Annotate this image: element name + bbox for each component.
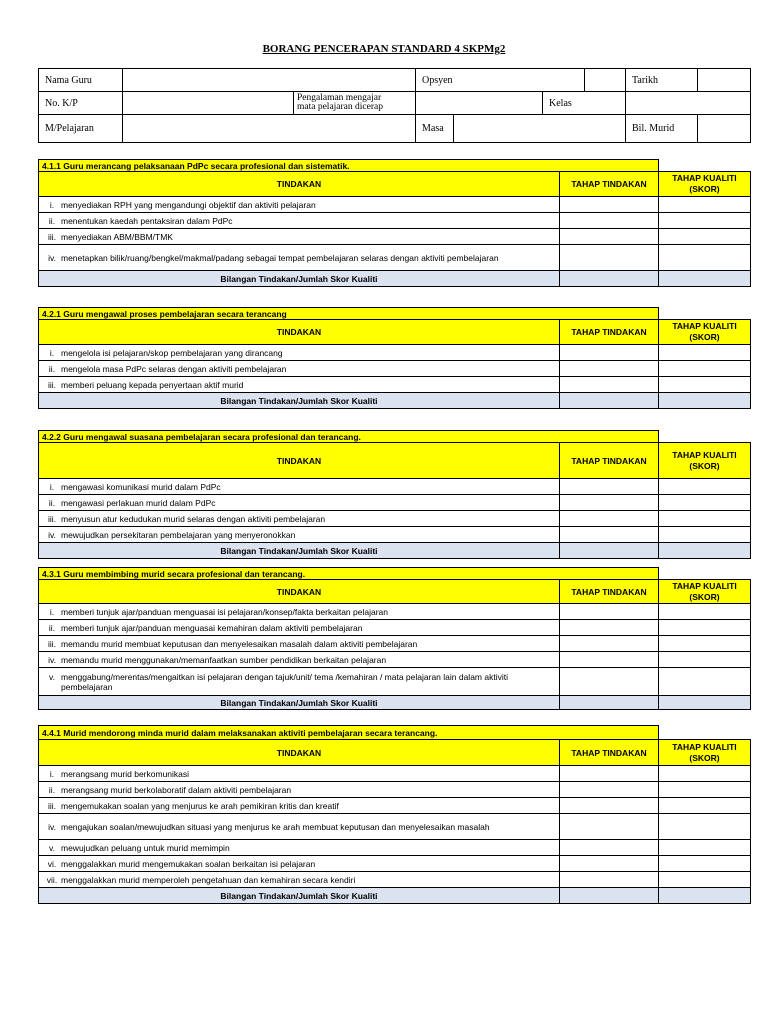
tahap-tindakan-cell[interactable] — [560, 782, 659, 798]
item-text: mewujudkan peluang untuk murid memimpin — [61, 842, 230, 853]
tindakan-item — [39, 782, 560, 798]
section-table — [38, 307, 751, 409]
opsyen-field[interactable] — [585, 69, 626, 92]
tahap-tindakan-header: TAHAP TINDAKAN — [560, 740, 659, 766]
tahap-kualiti-header — [659, 172, 751, 197]
item-text: merangsang murid berkomunikasi — [61, 768, 190, 779]
total-label: Bilangan Tindakan/Jumlah Skor Kualiti — [39, 888, 560, 904]
tahap-kualiti-cell[interactable] — [659, 527, 751, 543]
teacher-info-table — [38, 68, 751, 143]
tahap-tindakan-cell[interactable] — [560, 872, 659, 888]
tahap-tindakan-header: TAHAP TINDAKAN — [560, 320, 659, 345]
tindakan-header: TINDAKAN — [39, 172, 560, 197]
tahap-tindakan-cell[interactable] — [560, 636, 659, 652]
item-text: menyusun atur kedudukan murid selaras dengan aktiviti pembelajaran — [61, 513, 326, 524]
item-number: iii. — [47, 379, 57, 390]
section-table — [38, 725, 751, 904]
item-number: v. — [49, 842, 55, 853]
blank-cell — [659, 160, 751, 172]
table-row — [39, 377, 751, 393]
tahap-kualiti-cell[interactable] — [659, 798, 751, 814]
tahap-tindakan-cell[interactable] — [560, 479, 659, 495]
item-number: iii. — [47, 231, 57, 242]
item-text: menyediakan ABM/BBM/TMK — [61, 231, 173, 242]
tindakan-item — [39, 229, 560, 245]
item-text: mengemukakan soalan yang menjurus ke arah pemikiran kritis dan kreatif — [61, 800, 339, 811]
tindakan-header: TINDAKAN — [39, 443, 560, 479]
nama-guru-field[interactable] — [123, 69, 416, 92]
bil-murid-field[interactable] — [698, 115, 751, 143]
skor-label: (SKOR) — [689, 752, 720, 763]
tahap-tindakan-cell[interactable] — [560, 245, 659, 271]
tindakan-item — [39, 652, 560, 668]
tahap-kualiti-cell[interactable] — [659, 361, 751, 377]
table-row — [39, 782, 751, 798]
item-number: i. — [49, 768, 55, 779]
section-table — [38, 567, 751, 710]
tahap-tindakan-header: TAHAP TINDAKAN — [560, 172, 659, 197]
item-number: i. — [49, 606, 55, 617]
tindakan-item — [39, 604, 560, 620]
tahap-tindakan-cell[interactable] — [560, 527, 659, 543]
item-number: ii. — [48, 784, 56, 795]
tahap-tindakan-cell[interactable] — [560, 620, 659, 636]
table-row — [39, 511, 751, 527]
tindakan-item — [39, 872, 560, 888]
tahap-kualiti-header — [659, 740, 751, 766]
item-number: ii. — [48, 497, 56, 508]
tahap-kualiti-cell[interactable] — [659, 636, 751, 652]
tahap-tindakan-cell[interactable] — [560, 213, 659, 229]
tahap-tindakan-cell[interactable] — [560, 668, 659, 696]
tahap-tindakan-cell[interactable] — [560, 840, 659, 856]
tahap-kualiti-cell[interactable] — [659, 345, 751, 361]
tindakan-item — [39, 766, 560, 782]
tahap-kualiti-cell[interactable] — [659, 782, 751, 798]
tindakan-item — [39, 495, 560, 511]
tindakan-item — [39, 814, 560, 840]
table-row — [39, 213, 751, 229]
table-row — [39, 798, 751, 814]
tahap-tindakan-cell[interactable] — [560, 798, 659, 814]
total-skor-cell[interactable] — [659, 393, 751, 409]
item-text: menyediakan RPH yang mengandungi objektif dan aktiviti pelajaran — [61, 199, 316, 210]
table-row — [39, 361, 751, 377]
section-title: 4.2.2 Guru mengawal suasana pembelajaran secara profesional dan terancang. — [39, 431, 659, 443]
item-text: memandu murid menggunakan/memanfaatkan sumber pendidikan berkaitan pelajaran — [61, 654, 387, 665]
item-text: mengawasi perlakuan murid dalam PdPc — [61, 497, 216, 508]
kelas-label: Kelas — [543, 92, 626, 115]
table-row — [39, 840, 751, 856]
item-text: memandu murid membuat keputusan dan menyelesaikan masalah dalam aktiviti pembelajaran — [61, 638, 418, 649]
item-number: v. — [49, 671, 55, 682]
item-text: menetapkan bilik/ruang/bengkel/makmal/padang sebagai tempat pembelajaran selaras dengan aktiviti pembelajaran — [61, 252, 499, 263]
tahap-kualiti-cell[interactable] — [659, 213, 751, 229]
pengalaman-field[interactable] — [416, 92, 543, 115]
tahap-tindakan-cell[interactable] — [560, 814, 659, 840]
tindakan-item — [39, 213, 560, 229]
tindakan-item — [39, 636, 560, 652]
item-text: memberi peluang kepada penyertaan aktif murid — [61, 379, 244, 390]
tahap-kualiti-header — [659, 580, 751, 604]
pengalaman-label: Pengalaman mengajar mata pelajaran dicerap — [294, 92, 416, 115]
item-number: i. — [49, 481, 55, 492]
tahap-tindakan-cell[interactable] — [560, 856, 659, 872]
tahap-tindakan-cell[interactable] — [560, 495, 659, 511]
table-row — [39, 766, 751, 782]
tindakan-item — [39, 798, 560, 814]
item-number: iii. — [47, 513, 57, 524]
tahap-kualiti-cell[interactable] — [659, 872, 751, 888]
tahap-kualiti-label: TAHAP KUALITI — [672, 741, 737, 752]
skor-label: (SKOR) — [689, 332, 720, 342]
item-number: ii. — [48, 215, 56, 226]
item-text: memberi tunjuk ajar/panduan menguasai isi pelajaran/konsep/fakta berkaitan pelajaran — [61, 606, 388, 617]
total-tindakan-cell[interactable] — [560, 888, 659, 904]
tindakan-header: TINDAKAN — [39, 320, 560, 345]
table-row — [39, 197, 751, 213]
item-text: mengajukan soalan/mewujudkan situasi yang menjurus ke arah membuat keputusan dan menyelesaikan masalah — [61, 821, 490, 832]
table-row — [39, 527, 751, 543]
section-table — [38, 430, 751, 559]
tahap-kualiti-cell[interactable] — [659, 766, 751, 782]
tahap-tindakan-cell[interactable] — [560, 229, 659, 245]
tahap-tindakan-cell[interactable] — [560, 361, 659, 377]
item-number: i. — [49, 347, 55, 358]
item-number: iv. — [48, 654, 56, 665]
table-row — [39, 856, 751, 872]
total-tindakan-cell[interactable] — [560, 271, 659, 287]
tahap-kualiti-cell[interactable] — [659, 620, 751, 636]
tindakan-item — [39, 377, 560, 393]
tahap-kualiti-cell[interactable] — [659, 229, 751, 245]
skor-label: (SKOR) — [689, 460, 720, 471]
table-row — [39, 872, 751, 888]
tahap-tindakan-header: TAHAP TINDAKAN — [560, 580, 659, 604]
masa-field[interactable] — [454, 115, 626, 143]
tindakan-header: TINDAKAN — [39, 580, 560, 604]
table-row — [39, 620, 751, 636]
section-title: 4.2.1 Guru mengawal proses pembelajaran secara terancang — [39, 308, 659, 320]
table-row — [39, 814, 751, 840]
table-row — [39, 636, 751, 652]
item-text: merangsang murid berkolaboratif dalam aktiviti pembelajaran — [61, 784, 292, 795]
tahap-kualiti-cell[interactable] — [659, 840, 751, 856]
section-title: 4.1.1 Guru merancang pelaksanaan PdPc secara profesional dan sistematik. — [39, 160, 659, 172]
tahap-tindakan-cell[interactable] — [560, 511, 659, 527]
tindakan-item — [39, 840, 560, 856]
tahap-kualiti-cell[interactable] — [659, 652, 751, 668]
tahap-kualiti-label: TAHAP KUALITI — [672, 449, 737, 460]
section-table — [38, 159, 751, 287]
total-skor-cell[interactable] — [659, 543, 751, 559]
tahap-tindakan-cell[interactable] — [560, 604, 659, 620]
kelas-field[interactable] — [626, 92, 751, 115]
item-number: iv. — [48, 252, 56, 263]
item-text: mengelola isi pelajaran/skop pembelajaran yang dirancang — [61, 347, 283, 358]
total-skor-cell[interactable] — [659, 888, 751, 904]
tahap-tindakan-cell[interactable] — [560, 766, 659, 782]
tahap-kualiti-cell[interactable] — [659, 197, 751, 213]
tahap-kualiti-cell[interactable] — [659, 245, 751, 271]
total-label: Bilangan Tindakan/Jumlah Skor Kualiti — [39, 271, 560, 287]
tahap-kualiti-label: TAHAP KUALITI — [672, 580, 737, 591]
blank-cell — [659, 308, 751, 320]
table-row — [39, 245, 751, 271]
section-title: 4.3.1 Guru membimbing murid secara profesional dan terancang. — [39, 568, 659, 580]
total-tindakan-cell[interactable] — [560, 543, 659, 559]
section-title: 4.4.1 Murid mendorong minda murid dalam melaksanakan aktiviti pembelajaran secara terancang. — [39, 726, 659, 740]
item-text: mengawasi komunikasi murid dalam PdPc — [61, 481, 221, 492]
masa-label: Masa — [416, 115, 454, 143]
item-number: iv. — [48, 529, 56, 540]
item-number: iii. — [47, 800, 57, 811]
tahap-kualiti-cell[interactable] — [659, 377, 751, 393]
table-row — [39, 345, 751, 361]
tahap-kualiti-label: TAHAP KUALITI — [672, 321, 737, 331]
no-kp-label: No. K/P — [39, 92, 123, 115]
total-skor-cell[interactable] — [659, 696, 751, 710]
table-row — [39, 479, 751, 495]
table-row — [39, 229, 751, 245]
item-text: mengelola masa PdPc selaras dengan aktiviti pembelajaran — [61, 363, 287, 374]
tahap-kualiti-cell[interactable] — [659, 479, 751, 495]
tahap-kualiti-header — [659, 320, 751, 345]
item-number: vii. — [46, 874, 58, 885]
form-title: BORANG PENCERAPAN STANDARD 4 SKPMg2 — [262, 43, 506, 55]
tindakan-item — [39, 345, 560, 361]
item-number: vi. — [47, 858, 57, 869]
tahap-tindakan-cell[interactable] — [560, 652, 659, 668]
tindakan-item — [39, 511, 560, 527]
blank-cell — [659, 431, 751, 443]
item-text: mewujudkan persekitaran pembelajaran yang menyeronokkan — [61, 529, 296, 540]
tindakan-item — [39, 527, 560, 543]
blank-cell — [659, 726, 751, 740]
tindakan-item — [39, 479, 560, 495]
no-kp-field[interactable] — [123, 92, 294, 115]
tahap-kualiti-cell[interactable] — [659, 604, 751, 620]
tahap-kualiti-cell[interactable] — [659, 495, 751, 511]
item-text: menggabung/merentas/mengaitkan isi pelajaran dengan tajuk/unit/ tema /kemahiran / mata pelajaran lain dalam aktiviti pembelajaran — [61, 671, 508, 692]
total-tindakan-cell[interactable] — [560, 696, 659, 710]
item-text: menggalakkan murid mengemukakan soalan berkaitan isi pelajaran — [61, 858, 316, 869]
tahap-kualiti-cell[interactable] — [659, 856, 751, 872]
skor-label: (SKOR) — [689, 591, 720, 602]
tindakan-item — [39, 856, 560, 872]
tindakan-header: TINDAKAN — [39, 740, 560, 766]
item-text: menggalakkan murid memperoleh pengetahuan dan kemahiran secara kendiri — [61, 874, 356, 885]
table-row — [39, 652, 751, 668]
item-number: ii. — [48, 622, 56, 633]
tahap-kualiti-cell[interactable] — [659, 668, 751, 696]
tahap-kualiti-label: TAHAP KUALITI — [672, 173, 737, 183]
table-row — [39, 495, 751, 511]
m-pelajaran-label: M/Pelajaran — [39, 115, 123, 143]
item-number: iii. — [47, 638, 57, 649]
total-tindakan-cell[interactable] — [560, 393, 659, 409]
tindakan-item — [39, 668, 560, 696]
item-number: iv. — [48, 821, 56, 832]
tindakan-item — [39, 197, 560, 213]
tindakan-item — [39, 361, 560, 377]
tahap-kualiti-header — [659, 443, 751, 479]
blank-cell — [659, 568, 751, 580]
total-label: Bilangan Tindakan/Jumlah Skor Kualiti — [39, 543, 560, 559]
bil-murid-label: Bil. Murid — [626, 115, 698, 143]
opsyen-label: Opsyen — [416, 69, 585, 92]
tindakan-item — [39, 245, 560, 271]
item-number: i. — [49, 199, 55, 210]
total-label: Bilangan Tindakan/Jumlah Skor Kualiti — [39, 696, 560, 710]
tarikh-label: Tarikh — [626, 69, 698, 92]
total-label: Bilangan Tindakan/Jumlah Skor Kualiti — [39, 393, 560, 409]
item-text: menentukan kaedah pentaksiran dalam PdPc — [61, 215, 233, 226]
tahap-tindakan-header: TAHAP TINDAKAN — [560, 443, 659, 479]
skor-label: (SKOR) — [689, 184, 720, 194]
item-text: memberi tunjuk ajar/panduan menguasai kemahiran dalam aktiviti pembelajaran — [61, 622, 363, 633]
table-row — [39, 604, 751, 620]
table-row — [39, 668, 751, 696]
nama-guru-label: Nama Guru — [39, 69, 123, 92]
tahap-tindakan-cell[interactable] — [560, 345, 659, 361]
item-number: ii. — [48, 363, 56, 374]
m-pelajaran-field[interactable] — [123, 115, 416, 143]
tahap-kualiti-cell[interactable] — [659, 814, 751, 840]
tahap-tindakan-cell[interactable] — [560, 377, 659, 393]
tindakan-item — [39, 620, 560, 636]
tahap-tindakan-cell[interactable] — [560, 197, 659, 213]
tahap-kualiti-cell[interactable] — [659, 511, 751, 527]
tarikh-field[interactable] — [698, 69, 751, 92]
total-skor-cell[interactable] — [659, 271, 751, 287]
